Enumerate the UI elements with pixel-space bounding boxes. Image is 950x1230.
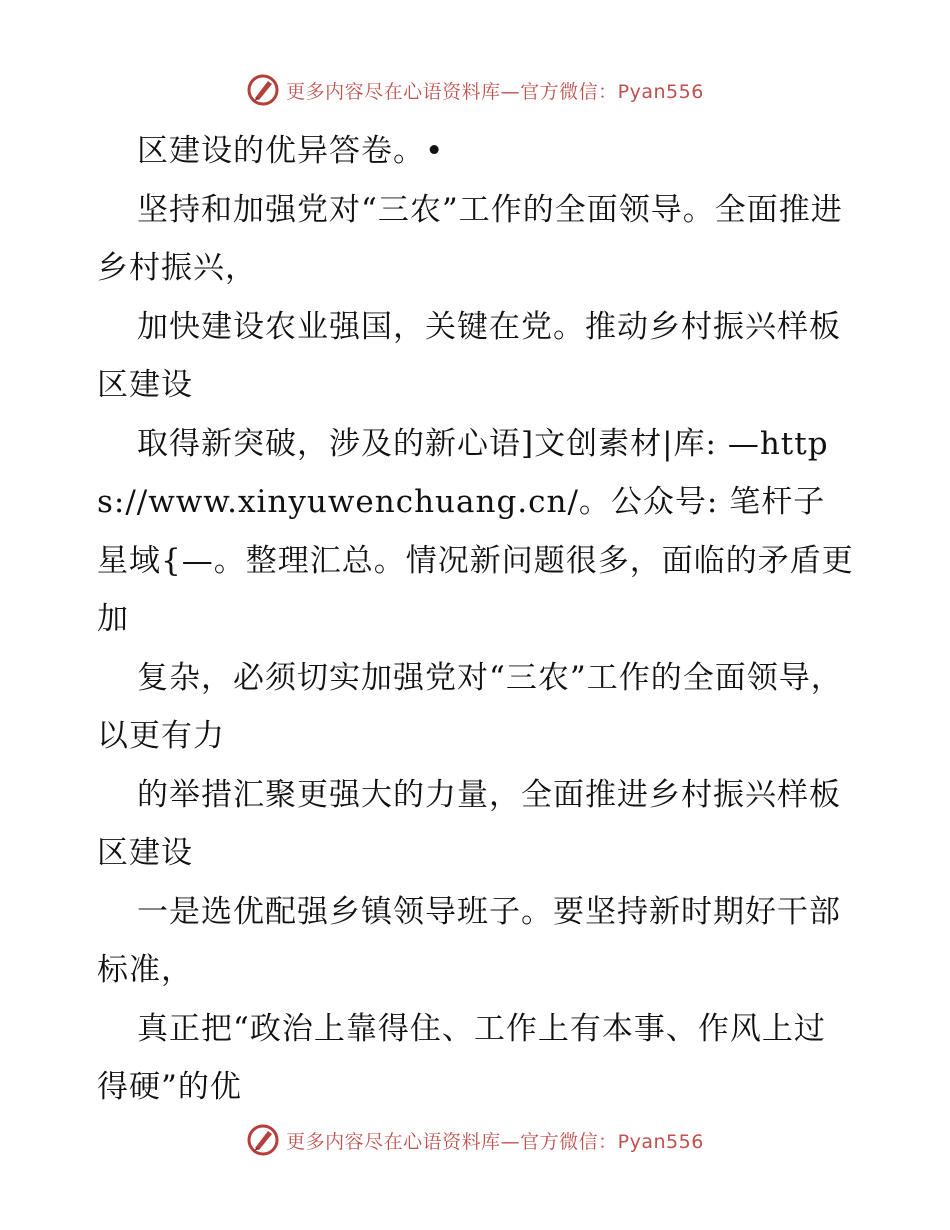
paragraph-8: 真正把“政治上靠得住、工作上有本事、作风上过得硬”的优 <box>97 1010 826 1105</box>
header-banner <box>0 70 950 110</box>
paragraph-4: 取得新突破，涉及的新心语]文创素材|库: —https://www.xinyuwenchuang.cn/。公众号: 笔杆子星域{—。整理汇总。情况新问题很多，面临的矛盾更加 <box>97 425 854 637</box>
footer-banner <box>0 1120 950 1160</box>
paragraph-2: 坚持和加强党对“三农”工作的全面领导。全面推进乡村振兴， <box>97 191 843 286</box>
footer-banner-text: 更多内容尽在心语资料库—官方微信：Pyan556 <box>286 1130 704 1153</box>
paragraph-5: 复杂，必须切实加强党对“三农”工作的全面领导，以更有力 <box>97 659 843 754</box>
paragraph-7: 一是选优配强乡镇领导班子。要坚持新时期好干部标准， <box>97 893 841 988</box>
pen-feather-logo-icon <box>246 73 280 107</box>
document-body <box>97 122 857 1117</box>
paragraph-1: 区建设的优异答卷。• <box>137 133 445 169</box>
header-banner-text: 更多内容尽在心语资料库—官方微信：Pyan556 <box>286 80 704 103</box>
paragraph-6: 的举措汇聚更强大的力量，全面推进乡村振兴样板区建设 <box>97 776 841 871</box>
pen-feather-logo-icon <box>246 1123 280 1157</box>
paragraph-3: 加快建设农业强国，关键在党。推动乡村振兴样板区建设 <box>97 308 841 403</box>
